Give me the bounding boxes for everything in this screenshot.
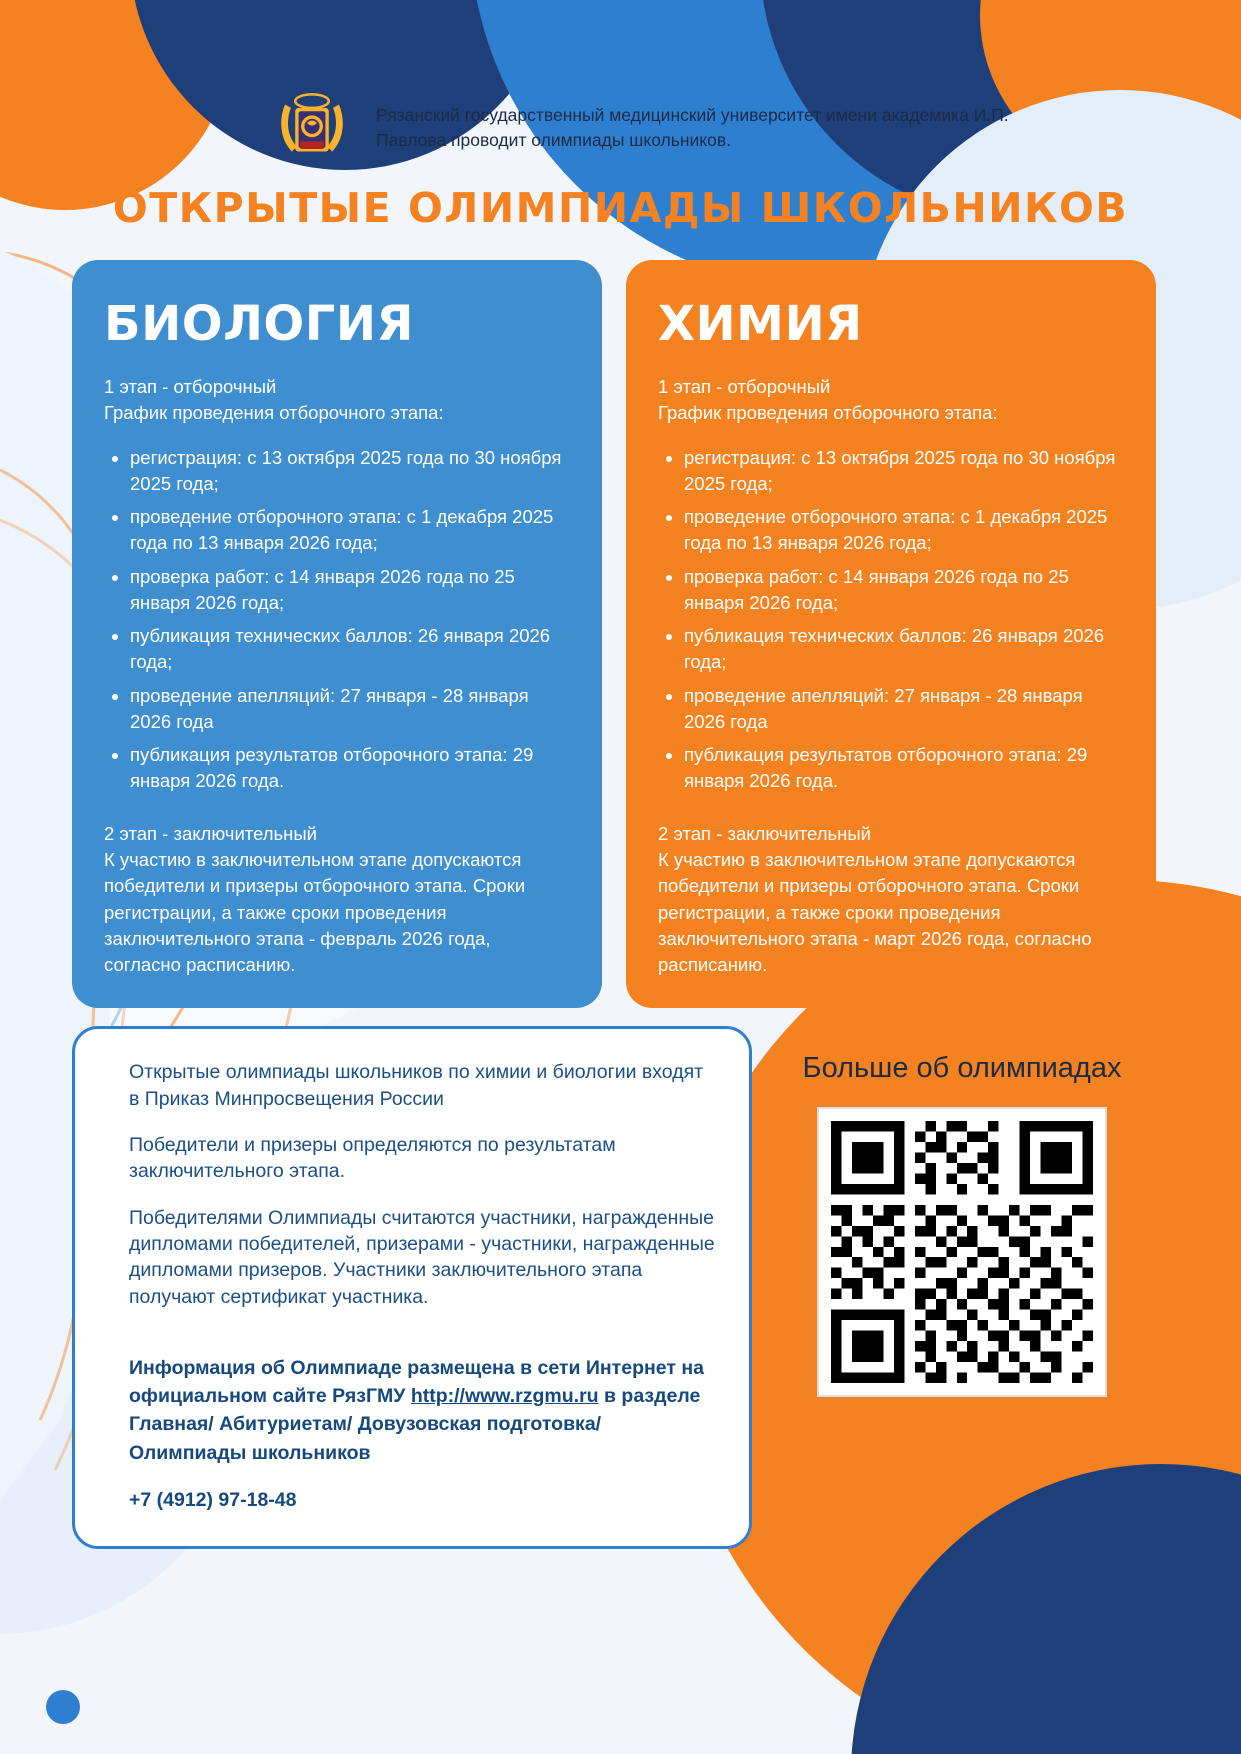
list-item: • проведение отборочного этапа: с 1 декабря 2025 года по 13 января 2026 года; bbox=[684, 504, 1126, 557]
list-item: • публикация технических баллов: 26 января 2026 года; bbox=[130, 623, 572, 676]
header bbox=[0, 0, 1241, 170]
list-item: • публикация технических баллов: 26 января 2026 года; bbox=[684, 623, 1126, 676]
info-website-post: в разделе Главная/ Абитуриетам/ Довузовская подготовка/ Олимпиады школьников bbox=[129, 1385, 701, 1464]
olympiad-cards bbox=[0, 232, 1241, 1008]
qr-column bbox=[782, 1026, 1142, 1549]
list-item: • публикация результатов отборочного этапа: 29 января 2026 года. bbox=[130, 742, 572, 795]
info-paragraph-3: Победителями Олимпиады считаются участники, награжденные дипломами победителей, призерами - участники, награжденные дипломами призеров. Участники заключительного этапа получают сертификат участника. bbox=[129, 1206, 715, 1308]
card-chemistry-stage2-title: 2 этап - заключительный bbox=[658, 822, 872, 844]
card-chemistry-schedule bbox=[658, 445, 1126, 795]
list-item: • проведение отборочного этапа: с 1 декабря 2025 года по 13 января 2026 года; bbox=[130, 504, 572, 557]
list-item: • проверка работ: с 14 января 2026 года по 25 января 2026 года; bbox=[684, 564, 1126, 617]
card-biology bbox=[72, 260, 602, 1008]
card-biology-stage2 bbox=[104, 821, 572, 979]
qr-title: Больше об олимпиадах bbox=[802, 1052, 1122, 1085]
qr-code-icon[interactable] bbox=[817, 1107, 1107, 1397]
info-paragraph-1: Открытые олимпиады школьников по химии и биологии входят в Приказ Минпросвещения России bbox=[129, 1061, 704, 1110]
bottom-section bbox=[0, 1008, 1241, 1549]
info-paragraph-2: Победители и призеры определяются по результатам заключительного этапа. bbox=[129, 1133, 616, 1183]
card-chemistry-subject: ХИМИЯ bbox=[658, 296, 863, 352]
info-website-block bbox=[129, 1354, 715, 1467]
list-item: • регистрация: с 13 октября 2025 года по 30 ноября 2025 года; bbox=[130, 445, 572, 498]
card-biology-subject: БИОЛОГИЯ bbox=[104, 296, 414, 352]
organization-text: Рязанский государственный медицинский университет имени академика И.П. Павлова проводит олимпиады школьников. bbox=[376, 104, 1009, 150]
card-chemistry bbox=[626, 260, 1156, 1008]
card-chemistry-stage2 bbox=[658, 821, 1126, 979]
list-item: • проведение апелляций: 27 января - 28 января 2026 года bbox=[684, 683, 1126, 736]
card-chemistry-stage1-title: 1 этап - отборочный bbox=[658, 376, 831, 397]
list-item: • регистрация: с 13 октября 2025 года по 30 ноября 2025 года; bbox=[684, 445, 1126, 498]
rzgmu-emblem-icon bbox=[270, 86, 354, 170]
card-chemistry-stage1-sub: График проведения отборочного этапа: bbox=[658, 402, 998, 424]
info-website-pre: Информация об Олимпиаде размещена в сети Интернет на официальном сайте РязГМУ bbox=[129, 1356, 704, 1408]
card-biology-schedule bbox=[104, 445, 572, 795]
rzgmu-website-link[interactable]: http://www.rzgmu.ru bbox=[410, 1385, 599, 1408]
contact-phone: +7 (4912) 97-18-48 bbox=[129, 1488, 297, 1511]
card-biology-stage2-text: К участию в заключительном этапе допускаются победители и призеры отборочного этапа. Сроки регистрации, а также сроки проведения заключительного этапа - февраль 2026 года, согласно расписанию. bbox=[104, 848, 526, 976]
qr-code-svg bbox=[831, 1121, 1093, 1383]
card-biology-stage1-sub: График проведения отборочного этапа: bbox=[104, 402, 444, 424]
list-item: • проведение апелляций: 27 января - 28 января 2026 года bbox=[130, 683, 572, 736]
list-item: • публикация результатов отборочного этапа: 29 января 2026 года. bbox=[684, 742, 1126, 795]
card-biology-stage2-title: 2 этап - заключительный bbox=[104, 822, 318, 844]
page-title: ОТКРЫТЫЕ ОЛИМПИАДЫ ШКОЛЬНИКОВ bbox=[112, 184, 1129, 232]
info-box bbox=[72, 1026, 752, 1549]
card-chemistry-stage2-text: К участию в заключительном этапе допускаются победители и призеры отборочного этапа. Сроки регистрации, а также сроки проведения заключительного этапа - март 2026 года, согласно расписанию. bbox=[658, 848, 1092, 976]
card-biology-stage1-title: 1 этап - отборочный bbox=[104, 376, 277, 397]
list-item: • проверка работ: с 14 января 2026 года по 25 января 2026 года; bbox=[130, 564, 572, 617]
